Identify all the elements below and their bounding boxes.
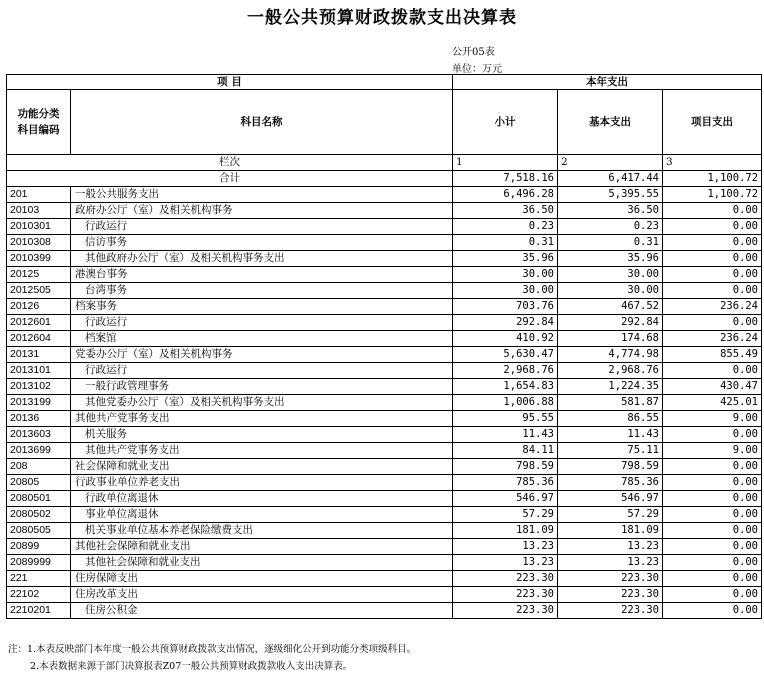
row-project: 0.00 xyxy=(663,459,762,475)
row-basic: 30.00 xyxy=(558,267,663,283)
row-code: 22102 xyxy=(7,587,71,603)
header-project: 项 目 xyxy=(7,75,453,90)
table-row xyxy=(7,475,762,491)
table-row xyxy=(7,203,762,219)
row-subtotal: 84.11 xyxy=(453,443,558,459)
table-row xyxy=(7,603,762,619)
row-basic: 785.36 xyxy=(558,475,663,491)
row-project: 0.00 xyxy=(663,603,762,619)
row-project: 0.00 xyxy=(663,251,762,267)
row-name: 档案事务 xyxy=(71,299,453,315)
column-index-label: 栏次 xyxy=(7,155,453,171)
table-row xyxy=(7,379,762,395)
row-code: 2012505 xyxy=(7,283,71,299)
row-subtotal: 5,630.47 xyxy=(453,347,558,363)
table-row xyxy=(7,443,762,459)
table-row xyxy=(7,267,762,283)
row-code: 2010301 xyxy=(7,219,71,235)
row-code: 20899 xyxy=(7,539,71,555)
row-code: 2210201 xyxy=(7,603,71,619)
row-code: 20131 xyxy=(7,347,71,363)
row-subtotal: 785.36 xyxy=(453,475,558,491)
row-basic: 181.09 xyxy=(558,523,663,539)
row-code: 20136 xyxy=(7,411,71,427)
row-code: 2080505 xyxy=(7,523,71,539)
row-project: 9.00 xyxy=(663,443,762,459)
row-project: 1,100.72 xyxy=(663,187,762,203)
row-code: 20103 xyxy=(7,203,71,219)
row-subtotal: 35.96 xyxy=(453,251,558,267)
row-project: 0.00 xyxy=(663,523,762,539)
table-row xyxy=(7,219,762,235)
row-project: 0.00 xyxy=(663,491,762,507)
row-subtotal: 0.23 xyxy=(453,219,558,235)
row-subtotal: 2,968.76 xyxy=(453,363,558,379)
row-basic: 11.43 xyxy=(558,427,663,443)
row-basic: 1,224.35 xyxy=(558,379,663,395)
row-name: 台湾事务 xyxy=(71,283,453,299)
note-2: 2.本表数据来源于部门决算报表Z07一般公共预算财政拨款收入支出决算表。 xyxy=(30,661,353,672)
row-project: 0.00 xyxy=(663,475,762,491)
row-subtotal: 703.76 xyxy=(453,299,558,315)
row-code: 208 xyxy=(7,459,71,475)
row-project: 0.00 xyxy=(663,219,762,235)
row-basic: 0.23 xyxy=(558,219,663,235)
row-basic: 0.31 xyxy=(558,235,663,251)
row-name: 行政运行 xyxy=(71,219,453,235)
header-project-expense: 项目支出 xyxy=(663,90,762,155)
table-row xyxy=(7,539,762,555)
row-basic: 57.29 xyxy=(558,507,663,523)
form-number: 公开05表 xyxy=(452,47,495,58)
row-subtotal: 11.43 xyxy=(453,427,558,443)
total-row xyxy=(7,171,762,187)
row-name: 其他政府办公厅（室）及相关机构事务支出 xyxy=(71,251,453,267)
row-name: 机关事业单位基本养老保险缴费支出 xyxy=(71,523,453,539)
row-name: 档案馆 xyxy=(71,331,453,347)
total-label: 合计 xyxy=(7,171,453,187)
table-row xyxy=(7,251,762,267)
row-project: 855.49 xyxy=(663,347,762,363)
column-index-2: 2 xyxy=(558,155,663,171)
row-basic: 5,395.55 xyxy=(558,187,663,203)
table-row xyxy=(7,571,762,587)
table-row xyxy=(7,347,762,363)
row-project: 0.00 xyxy=(663,203,762,219)
row-basic: 30.00 xyxy=(558,283,663,299)
row-subtotal: 410.92 xyxy=(453,331,558,347)
row-project: 0.00 xyxy=(663,555,762,571)
table-row xyxy=(7,459,762,475)
row-name: 行政运行 xyxy=(71,363,453,379)
total-basic: 6,417.44 xyxy=(558,171,663,187)
row-code: 20126 xyxy=(7,299,71,315)
expenditure-table xyxy=(6,74,762,619)
row-basic: 35.96 xyxy=(558,251,663,267)
row-subtotal: 30.00 xyxy=(453,283,558,299)
table-row xyxy=(7,411,762,427)
row-code: 2080502 xyxy=(7,507,71,523)
row-name: 机关服务 xyxy=(71,427,453,443)
row-name: 其他党委办公厅（室）及相关机构事务支出 xyxy=(71,395,453,411)
row-basic: 223.30 xyxy=(558,587,663,603)
row-name: 住房改革支出 xyxy=(71,587,453,603)
row-code: 2089999 xyxy=(7,555,71,571)
total-project: 1,100.72 xyxy=(663,171,762,187)
table-row xyxy=(7,491,762,507)
row-project: 0.00 xyxy=(663,363,762,379)
header-subtotal: 小计 xyxy=(453,90,558,155)
row-code: 2010399 xyxy=(7,251,71,267)
row-basic: 546.97 xyxy=(558,491,663,507)
row-project: 0.00 xyxy=(663,587,762,603)
row-basic: 467.52 xyxy=(558,299,663,315)
row-project: 425.01 xyxy=(663,395,762,411)
header-code: 功能分类 科目编码 xyxy=(7,90,71,155)
table-row xyxy=(7,331,762,347)
row-subtotal: 546.97 xyxy=(453,491,558,507)
row-subtotal: 13.23 xyxy=(453,539,558,555)
row-subtotal: 181.09 xyxy=(453,523,558,539)
header-name: 科目名称 xyxy=(71,90,453,155)
row-project: 236.24 xyxy=(663,331,762,347)
row-project: 430.47 xyxy=(663,379,762,395)
row-name: 一般公共服务支出 xyxy=(71,187,453,203)
row-name: 一般行政管理事务 xyxy=(71,379,453,395)
row-subtotal: 30.00 xyxy=(453,267,558,283)
row-subtotal: 223.30 xyxy=(453,603,558,619)
row-basic: 2,968.76 xyxy=(558,363,663,379)
row-code: 2013603 xyxy=(7,427,71,443)
row-subtotal: 6,496.28 xyxy=(453,187,558,203)
row-subtotal: 223.30 xyxy=(453,587,558,603)
row-project: 0.00 xyxy=(663,427,762,443)
row-code: 201 xyxy=(7,187,71,203)
row-code: 2012604 xyxy=(7,331,71,347)
table-row xyxy=(7,235,762,251)
table-row xyxy=(7,395,762,411)
column-index-1: 1 xyxy=(453,155,558,171)
row-code: 2013102 xyxy=(7,379,71,395)
header-current-year: 本年支出 xyxy=(453,75,762,90)
row-project: 0.00 xyxy=(663,235,762,251)
row-basic: 75.11 xyxy=(558,443,663,459)
row-subtotal: 223.30 xyxy=(453,571,558,587)
row-subtotal: 0.31 xyxy=(453,235,558,251)
note-1: 注：1.本表反映部门本年度一般公共预算财政拨款支出情况，逐级细化公开到功能分类项级科目。 xyxy=(8,644,417,655)
row-name: 社会保障和就业支出 xyxy=(71,459,453,475)
data-rows xyxy=(7,187,762,619)
row-basic: 13.23 xyxy=(558,555,663,571)
row-basic: 174.68 xyxy=(558,331,663,347)
row-subtotal: 292.84 xyxy=(453,315,558,331)
row-project: 0.00 xyxy=(663,539,762,555)
row-basic: 292.84 xyxy=(558,315,663,331)
table-row xyxy=(7,427,762,443)
row-subtotal: 1,654.83 xyxy=(453,379,558,395)
unit-label: 单位：万元 xyxy=(452,64,502,75)
row-name: 行政事业单位养老支出 xyxy=(71,475,453,491)
row-code: 221 xyxy=(7,571,71,587)
row-name: 港澳台事务 xyxy=(71,267,453,283)
row-name: 住房公积金 xyxy=(71,603,453,619)
row-name: 事业单位离退休 xyxy=(71,507,453,523)
table-row xyxy=(7,283,762,299)
table-row xyxy=(7,299,762,315)
row-project: 0.00 xyxy=(663,267,762,283)
row-basic: 798.59 xyxy=(558,459,663,475)
total-subtotal: 7,518.16 xyxy=(453,171,558,187)
row-basic: 36.50 xyxy=(558,203,663,219)
row-project: 9.00 xyxy=(663,411,762,427)
row-subtotal: 798.59 xyxy=(453,459,558,475)
column-index-3: 3 xyxy=(663,155,762,171)
row-project: 0.00 xyxy=(663,507,762,523)
row-name: 其他共产党事务支出 xyxy=(71,443,453,459)
row-code: 2013101 xyxy=(7,363,71,379)
row-basic: 581.87 xyxy=(558,395,663,411)
row-subtotal: 36.50 xyxy=(453,203,558,219)
row-name: 行政单位离退休 xyxy=(71,491,453,507)
row-code: 2013199 xyxy=(7,395,71,411)
row-project: 236.24 xyxy=(663,299,762,315)
row-name: 其他共产党事务支出 xyxy=(71,411,453,427)
row-basic: 4,774.98 xyxy=(558,347,663,363)
row-subtotal: 1,006.88 xyxy=(453,395,558,411)
row-code: 20805 xyxy=(7,475,71,491)
row-project: 0.00 xyxy=(663,315,762,331)
row-basic: 223.30 xyxy=(558,571,663,587)
row-code: 2013699 xyxy=(7,443,71,459)
row-basic: 223.30 xyxy=(558,603,663,619)
row-name: 其他社会保障和就业支出 xyxy=(71,555,453,571)
row-subtotal: 57.29 xyxy=(453,507,558,523)
table-row xyxy=(7,587,762,603)
row-project: 0.00 xyxy=(663,283,762,299)
row-code: 2080501 xyxy=(7,491,71,507)
row-name: 住房保障支出 xyxy=(71,571,453,587)
table-row xyxy=(7,523,762,539)
table-row xyxy=(7,315,762,331)
row-subtotal: 13.23 xyxy=(453,555,558,571)
row-name: 政府办公厅（室）及相关机构事务 xyxy=(71,203,453,219)
table-row xyxy=(7,507,762,523)
page-title: 一般公共预算财政拨款支出决算表 xyxy=(247,8,517,28)
row-name: 党委办公厅（室）及相关机构事务 xyxy=(71,347,453,363)
row-code: 20125 xyxy=(7,267,71,283)
row-project: 0.00 xyxy=(663,571,762,587)
table-row xyxy=(7,555,762,571)
row-subtotal: 95.55 xyxy=(453,411,558,427)
header-basic: 基本支出 xyxy=(558,90,663,155)
table-row xyxy=(7,187,762,203)
row-code: 2012601 xyxy=(7,315,71,331)
row-name: 行政运行 xyxy=(71,315,453,331)
table-row xyxy=(7,363,762,379)
row-name: 其他社会保障和就业支出 xyxy=(71,539,453,555)
row-basic: 13.23 xyxy=(558,539,663,555)
row-code: 2010308 xyxy=(7,235,71,251)
row-name: 信访事务 xyxy=(71,235,453,251)
row-basic: 86.55 xyxy=(558,411,663,427)
